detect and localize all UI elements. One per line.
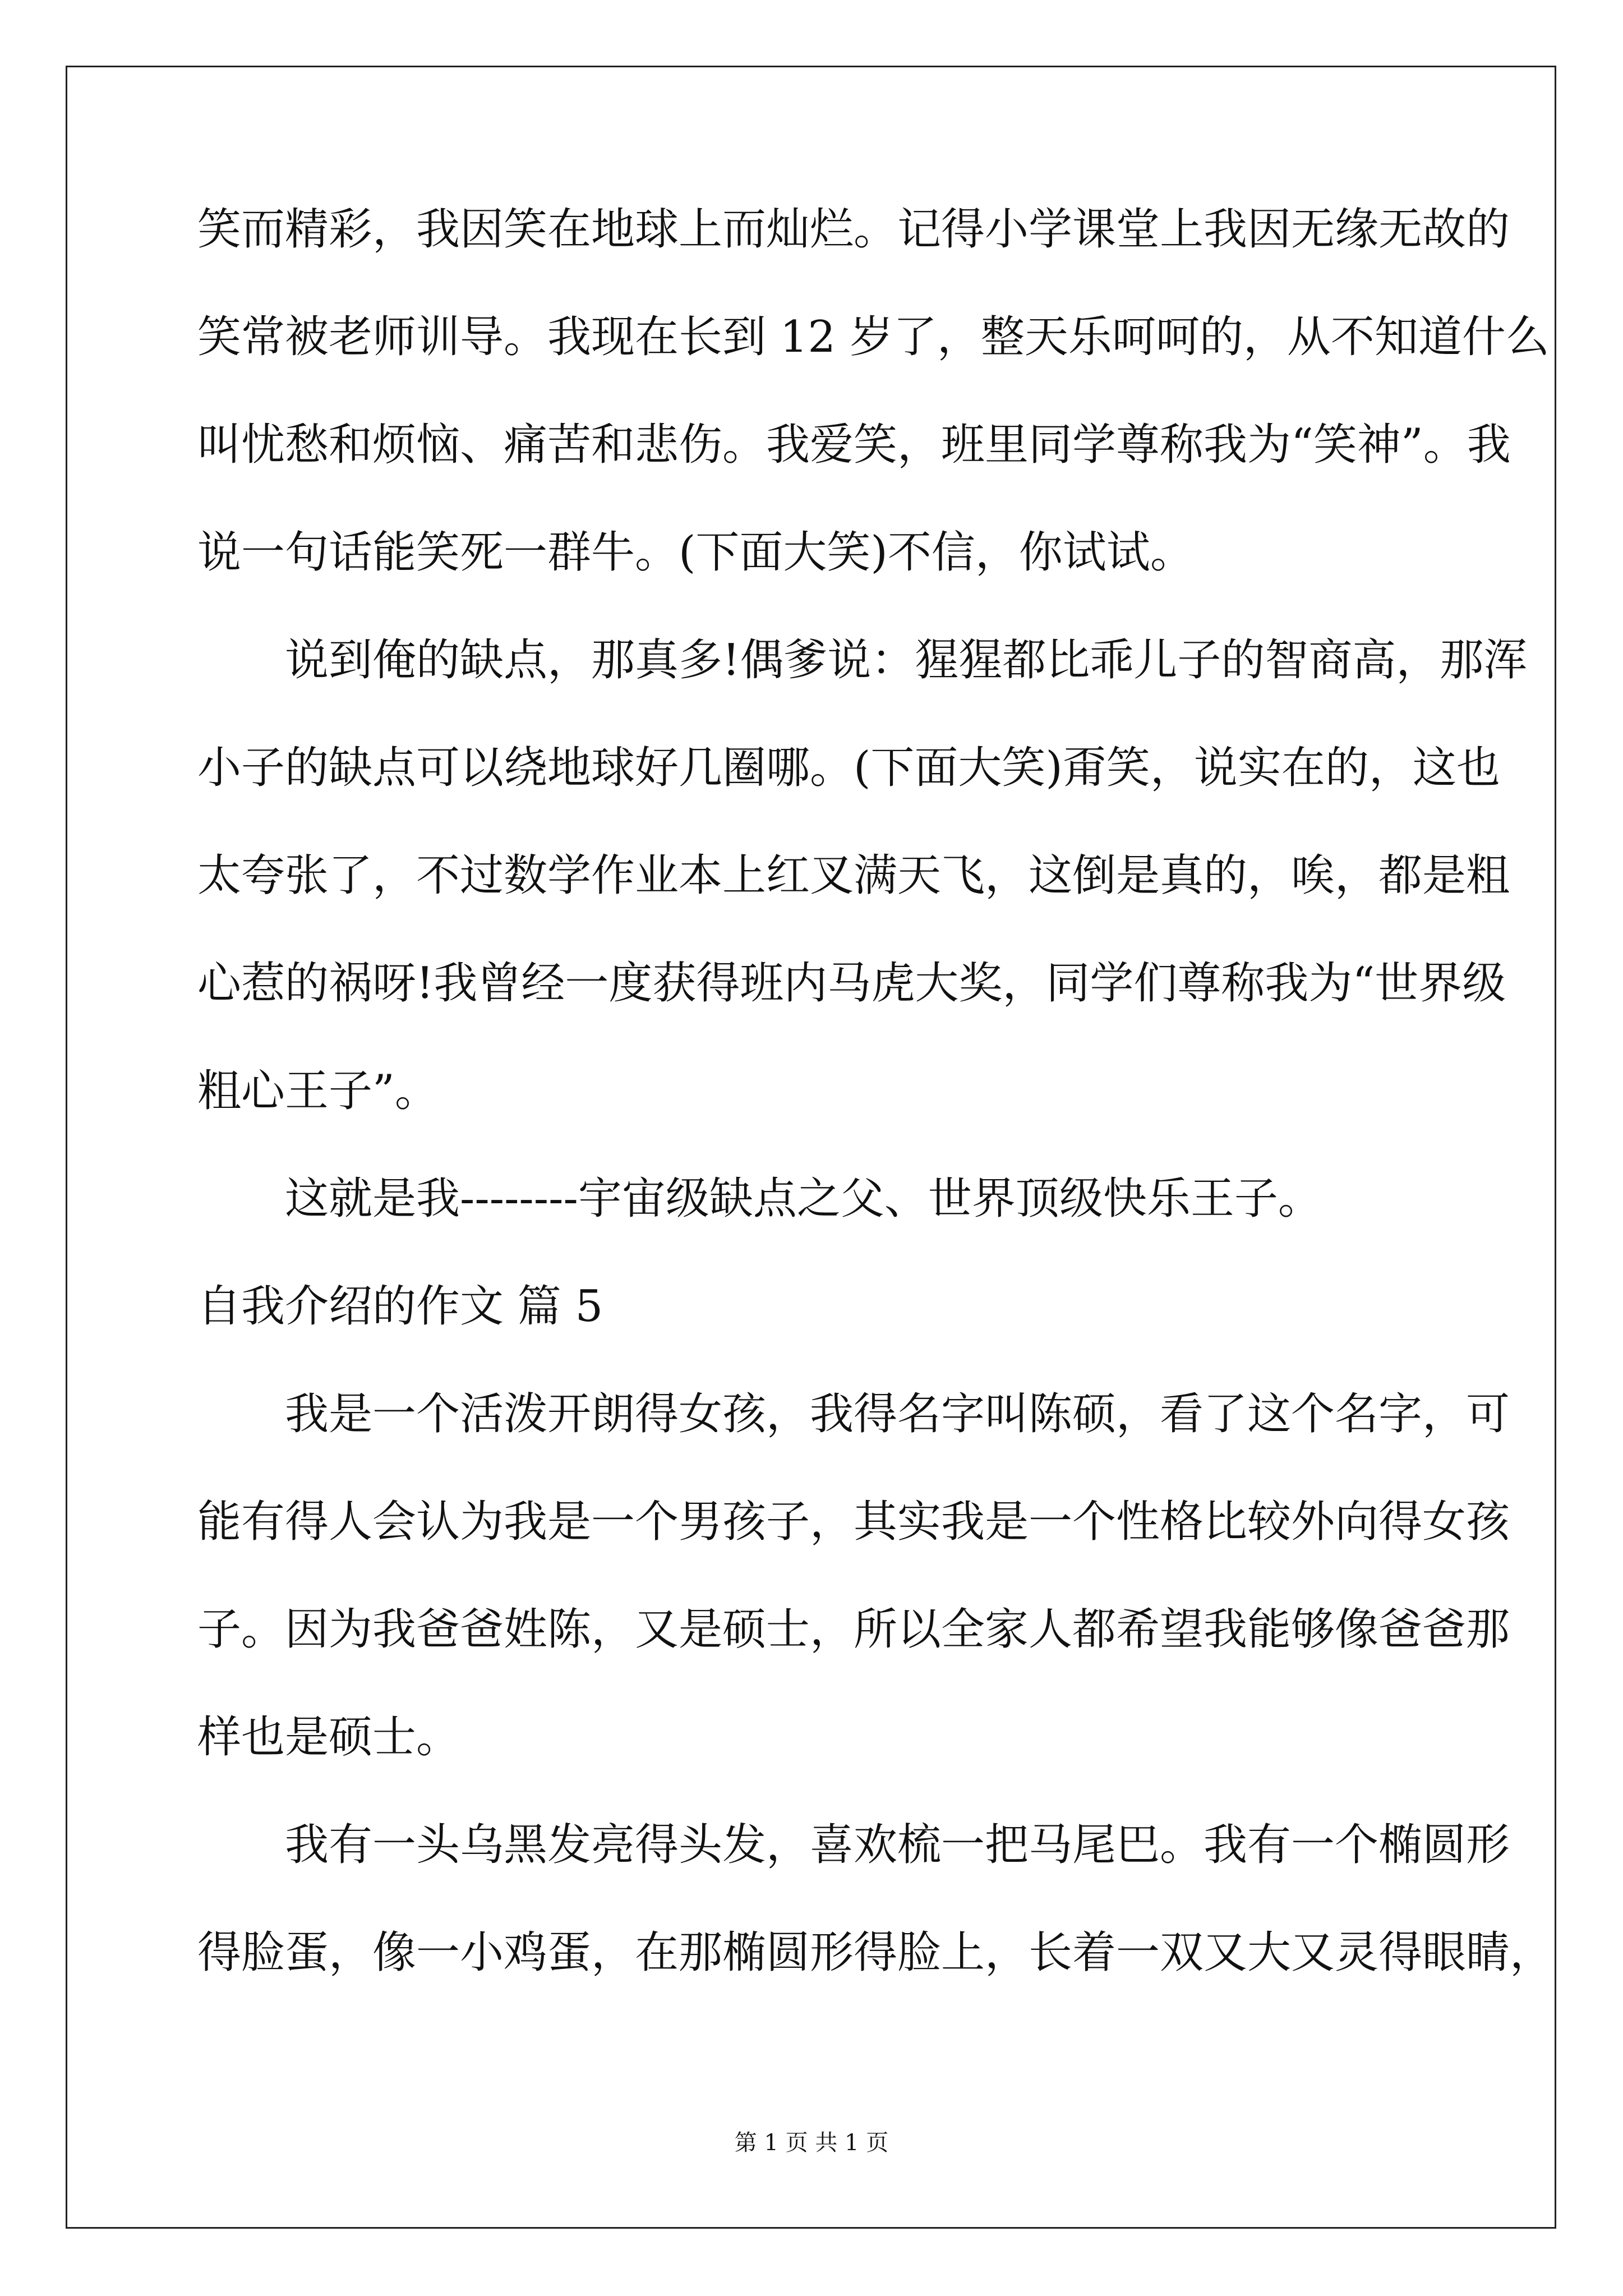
text-line: 粗心王子”。: [197, 1066, 439, 1116]
paragraph-first-line: 我有一头乌黑发亮得头发，喜欢梳一把马尾巴。我有一个椭圆形: [285, 1820, 1510, 1870]
text-line: 样也是硕士。: [197, 1712, 460, 1763]
text-line: 心惹的祸呀!我曾经一度获得班内马虎大奖，同学们尊称我为“世界级: [197, 958, 1506, 1009]
text-line: 笑而精彩，我因笑在地球上而灿烂。记得小学课堂上我因无缘无故的: [197, 204, 1510, 255]
text-line: 说一句话能笑死一群牛。(下面大笑)不信，你试试。: [197, 527, 1194, 578]
text-line: 小子的缺点可以绕地球好几圈哪。(下面大笑)甭笑，说实在的，这也: [197, 743, 1500, 793]
section-heading: 自我介绍的作文 篇 5: [197, 1281, 603, 1332]
text-line: 太夸张了，不过数学作业本上红叉满天飞，这倒是真的，唉，都是粗: [197, 850, 1510, 901]
text-line: 叫忧愁和烦恼、痛苦和悲伤。我爱笑，班里同学尊称我为“笑神”。我: [197, 420, 1511, 470]
text-line: 得脸蛋，像一小鸡蛋，在那椭圆形得脸上，长着一双又大又灵得眼睛，: [197, 1927, 1554, 1978]
text-line: 子。因为我爸爸姓陈，又是硕士，所以全家人都希望我能够像爸爸那: [197, 1604, 1510, 1655]
page-footer: 第 1 页 共 1 页: [734, 2130, 889, 2156]
paragraph-first-line: 这就是我--------宇宙级缺点之父、世界顶级快乐王子。: [285, 1174, 1322, 1224]
text-line: 能有得人会认为我是一个男孩子，其实我是一个性格比较外向得女孩: [197, 1497, 1510, 1547]
paragraph-first-line: 说到俺的缺点，那真多!偶爹说：猩猩都比乖儿子的智商高，那浑: [285, 635, 1528, 685]
text-line: 笑常被老师训导。我现在长到 12 岁了，整天乐呵呵的，从不知道什么: [197, 312, 1550, 362]
paragraph-first-line: 我是一个活泼开朗得女孩，我得名字叫陈硕，看了这个名字，可: [285, 1389, 1510, 1439]
page-border: [66, 66, 1556, 2229]
